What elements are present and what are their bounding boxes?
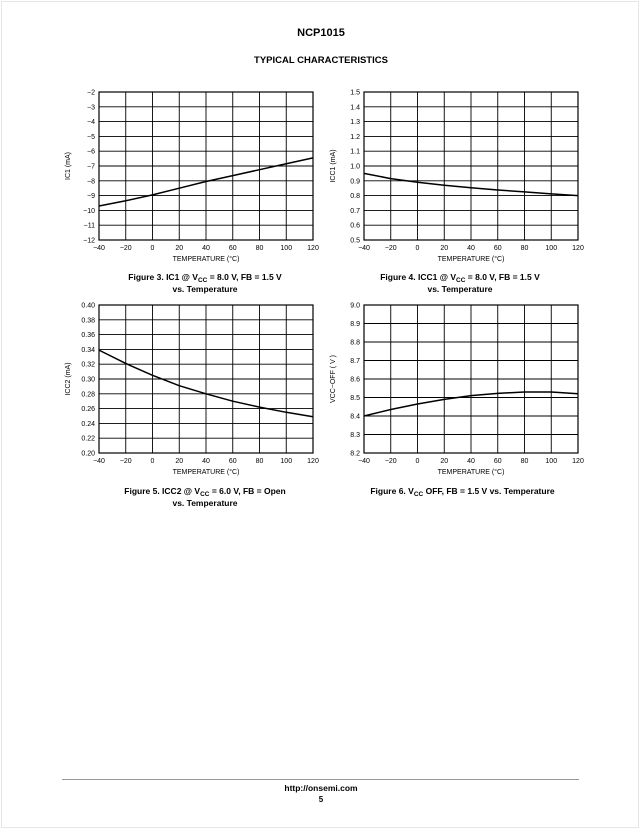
- x-tick-label: 100: [280, 458, 293, 465]
- x-tick-label: −20: [384, 245, 397, 252]
- x-axis-label: TEMPERATURE (°C): [437, 469, 505, 476]
- y-tick-label: 0.20: [81, 450, 95, 458]
- caption-suffix: = 8.0 V, FB = 1.5 V: [207, 272, 282, 282]
- y-tick-label: 0.8: [350, 193, 360, 201]
- chart-svg: [320, 300, 590, 480]
- y-tick-label: 1.4: [350, 104, 360, 112]
- x-tick-label: 20: [440, 245, 449, 252]
- y-tick-label: 0.6: [350, 222, 360, 230]
- x-tick-label: 40: [202, 458, 210, 465]
- y-tick-label: −12: [83, 237, 95, 245]
- x-tick-label: 100: [545, 245, 558, 252]
- document-part-number: NCP1015: [297, 27, 345, 39]
- y-tick-label: 1.5: [350, 89, 360, 97]
- caption-prefix: Figure 6. V: [370, 486, 414, 496]
- x-tick-label: 20: [175, 245, 184, 252]
- y-tick-label: 0.40: [81, 302, 95, 310]
- figure-3-caption: [80, 271, 330, 295]
- y-tick-label: 1.1: [350, 148, 360, 156]
- y-axis-label: IC1 (mA): [65, 152, 72, 180]
- caption-subscript: CC: [200, 491, 210, 498]
- x-tick-label: 120: [307, 458, 319, 465]
- y-tick-label: 8.5: [350, 395, 360, 402]
- x-tick-label: −40: [93, 245, 105, 252]
- x-tick-label: 20: [440, 458, 449, 465]
- y-tick-label: −6: [87, 148, 95, 156]
- y-tick-label: 1.3: [350, 119, 360, 127]
- y-tick-label: 8.8: [350, 339, 360, 347]
- y-tick-label: 8.4: [350, 413, 360, 421]
- caption-prefix: Figure 5. ICC2 @ V: [124, 486, 201, 496]
- x-tick-label: 120: [572, 245, 584, 252]
- y-tick-label: 8.2: [350, 450, 360, 458]
- x-tick-label: 60: [493, 458, 502, 465]
- caption-subscript: CC: [197, 277, 208, 284]
- y-tick-label: 0.34: [81, 346, 95, 354]
- caption-suffix: OFF, FB = 1.5 V vs. Temperature: [423, 486, 555, 496]
- x-tick-label: 80: [520, 245, 529, 252]
- y-tick-label: 8.6: [350, 376, 360, 384]
- x-tick-label: −40: [93, 458, 105, 465]
- figure-6-caption: [330, 485, 595, 497]
- y-tick-label: 8.3: [350, 432, 360, 439]
- chart-vcc-off-vs-temperature: [320, 300, 590, 480]
- x-tick-label: 80: [255, 245, 264, 252]
- y-tick-label: 8.7: [350, 358, 360, 365]
- x-tick-label: 0: [150, 245, 155, 252]
- y-axis-label: ICC1 (mA): [330, 149, 337, 183]
- caption-line-2: vs. Temperature: [172, 284, 238, 294]
- y-tick-label: 0.38: [81, 317, 95, 325]
- y-tick-label: −7: [87, 163, 95, 171]
- x-tick-label: 40: [467, 245, 475, 252]
- y-axis-label: ICC2 (mA): [65, 362, 72, 396]
- x-tick-label: 20: [175, 458, 184, 465]
- y-tick-label: 0.22: [81, 435, 95, 443]
- y-tick-label: −2: [87, 89, 95, 97]
- chart-icc1-vs-temperature: [320, 87, 590, 267]
- y-tick-label: −9: [87, 193, 95, 201]
- x-tick-label: −20: [119, 458, 132, 465]
- chart-icc2-vs-temperature: [55, 300, 325, 480]
- chart-ic1-vs-temperature: [55, 87, 325, 267]
- x-tick-label: −20: [119, 245, 132, 252]
- y-tick-label: 0.36: [81, 332, 95, 340]
- y-tick-label: −8: [87, 178, 95, 186]
- y-tick-label: −4: [87, 119, 95, 127]
- x-tick-label: −40: [358, 245, 370, 252]
- caption-line-1: [330, 485, 595, 497]
- x-axis-label: TEMPERATURE (°C): [172, 256, 240, 263]
- x-tick-label: 0: [415, 458, 420, 465]
- caption-suffix: = 6.0 V, FB = Open: [209, 486, 286, 496]
- y-tick-label: 0.30: [81, 376, 95, 384]
- x-tick-label: 120: [572, 458, 584, 465]
- y-tick-label: 1.2: [350, 133, 360, 141]
- x-tick-label: −20: [384, 458, 397, 465]
- x-tick-label: −40: [358, 458, 370, 465]
- y-tick-label: 0.32: [81, 361, 95, 369]
- x-tick-label: 0: [150, 458, 155, 465]
- caption-line-1: [335, 271, 585, 283]
- y-tick-label: −10: [83, 207, 95, 215]
- footer-url-link[interactable]: http://onsemi.com: [284, 783, 358, 793]
- y-axis-label: VCC−OFF ( V ): [330, 354, 337, 404]
- y-tick-label: 0.28: [81, 391, 95, 399]
- chart-svg: [320, 87, 590, 267]
- caption-subscript: CC: [413, 491, 424, 498]
- x-tick-label: 60: [493, 245, 502, 252]
- caption-line-2: vs. Temperature: [427, 284, 493, 294]
- x-tick-label: 0: [415, 245, 420, 252]
- chart-svg: [55, 87, 325, 267]
- caption-line-1: [80, 271, 330, 283]
- figure-5-caption: [80, 485, 330, 509]
- caption-suffix: = 8.0 V, FB = 1.5 V: [465, 272, 540, 282]
- y-tick-label: −11: [83, 222, 95, 230]
- y-tick-label: 0.24: [81, 420, 95, 428]
- x-tick-label: 60: [228, 245, 237, 252]
- x-tick-label: 100: [545, 458, 558, 465]
- chart-svg: [55, 300, 325, 480]
- y-tick-label: 1.0: [350, 163, 360, 171]
- y-tick-label: −5: [87, 133, 95, 141]
- x-axis-label: TEMPERATURE (°C): [437, 256, 505, 263]
- y-tick-label: 0.26: [81, 406, 95, 414]
- x-axis-label: TEMPERATURE (°C): [172, 469, 240, 476]
- x-tick-label: 100: [280, 245, 293, 252]
- x-tick-label: 40: [202, 245, 210, 252]
- caption-prefix: Figure 3. IC1 @ V: [128, 272, 198, 282]
- y-tick-label: −3: [87, 104, 95, 112]
- y-tick-label: 0.9: [350, 178, 360, 186]
- x-tick-label: 80: [520, 458, 529, 465]
- caption-line-2: vs. Temperature: [172, 498, 238, 508]
- x-tick-label: 40: [467, 458, 475, 465]
- caption-prefix: Figure 4. ICC1 @ V: [380, 272, 457, 282]
- caption-line-1: [80, 485, 330, 497]
- y-tick-label: 8.9: [350, 321, 360, 328]
- page-number: 5: [318, 795, 324, 804]
- x-tick-label: 80: [255, 458, 264, 465]
- section-title: TYPICAL CHARACTERISTICS: [254, 55, 388, 66]
- y-tick-label: 0.5: [350, 237, 360, 245]
- x-tick-label: 120: [307, 245, 319, 252]
- caption-subscript: CC: [456, 277, 466, 284]
- x-tick-label: 60: [228, 458, 237, 465]
- footer-divider: [62, 779, 579, 780]
- y-tick-label: 0.7: [350, 207, 360, 215]
- figure-4-caption: [335, 271, 585, 295]
- y-tick-label: 9.0: [350, 302, 360, 310]
